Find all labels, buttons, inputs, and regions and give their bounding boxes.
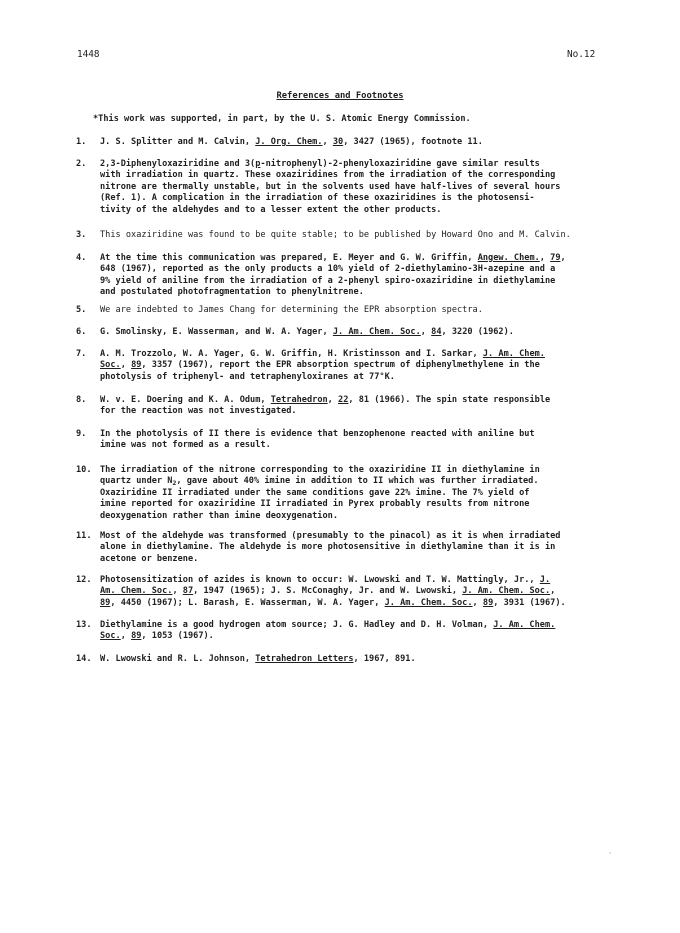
text-run: , <box>327 395 339 405</box>
reference-line <box>100 264 620 275</box>
reference-number: 12. <box>76 575 92 585</box>
text-run: Most of the aldehyde was transformed (presumably to the pinacol) as it is when irradiated <box>100 531 561 541</box>
text-run: , 4450 (1967); L. Barash, E. Wasserman, W. A. Yager, <box>110 597 385 608</box>
reference-number: 3. <box>76 230 87 240</box>
text-run: W. v. E. Doering and K. A. Odum, <box>100 395 271 405</box>
reference-text <box>100 395 620 418</box>
text-run: (Ref. 1). A complication in the irradiation of these oxaziridines is the photosensi- <box>100 193 535 204</box>
reference-number: 9. <box>76 429 87 439</box>
reference-line <box>100 476 620 487</box>
reference-line <box>100 499 620 510</box>
text-run: , 1947 (1965); J. S. McConaghy, Jr. and W. Lwowski, <box>193 586 463 597</box>
text-run: 648 (1967), reported as the only products a 10% yield of 2-diethylamino-3H-azepine and a <box>100 264 556 275</box>
reference-line <box>100 586 620 597</box>
reference-line <box>100 327 620 338</box>
text-run: -nitrophenyl)-2-phenyloxaziridine gave similar results <box>260 159 540 169</box>
text-run: for the reaction was not investigated. <box>100 406 297 417</box>
reference-number: 1. <box>76 137 87 147</box>
reference-line <box>100 488 620 499</box>
citation-underline: Tetrahedron Letters <box>255 654 354 664</box>
text-run: A. M. Trozzolo, W. A. Yager, G. W. Griffin, H. Kristinsson and I. Sarkar, <box>100 349 483 359</box>
reference-number: 8. <box>76 395 87 405</box>
text-run: , 3220 (1962). <box>441 327 514 337</box>
text-run: Diethylamine is a good hydrogen atom source; J. G. Hadley and D. H. Volman, <box>100 620 494 630</box>
reference-number: 10. <box>76 465 92 475</box>
text-run: , 1053 (1967). <box>141 631 214 642</box>
citation-underline: 89 <box>100 597 111 608</box>
reference-text <box>100 575 620 609</box>
text-run: 9% yield of aniline from the irradiation of a 2-phenyl spiro-oxaziridine in diethylamine <box>100 275 556 286</box>
reference-line <box>100 372 620 383</box>
text-run: , <box>539 253 551 263</box>
reference-line <box>100 205 620 216</box>
text-run: and postulated photofragmentation to phenylnitrene. <box>100 287 364 298</box>
citation-underline: J. Am. Chem. Soc. <box>462 586 551 597</box>
reference-line <box>100 554 620 565</box>
reference-number: 11. <box>76 531 92 541</box>
citation-underline: Angew. Chem. <box>477 253 540 263</box>
text-run: with irradiation in quartz. These oxaziridines from the irradiation of the corresponding <box>100 170 556 181</box>
text-run: , <box>120 631 132 642</box>
reference-line <box>100 575 620 586</box>
citation-underline: J. Am. Chem. <box>493 620 556 630</box>
text-run: , 81 (1966). The spin state responsible <box>348 395 551 405</box>
text-run: , 1967, 891. <box>353 654 416 664</box>
text-run: , 3427 (1965), footnote 11. <box>343 137 483 147</box>
text-run: J. S. Splitter and M. Calvin, <box>100 137 256 147</box>
text-run: 2,3-Diphenyloxaziridine and 3( <box>100 159 256 169</box>
reference-text <box>100 531 620 565</box>
citation-underline: 89 <box>482 597 494 608</box>
citation-underline: J. <box>539 575 551 585</box>
citation-underline: 79 <box>550 253 561 263</box>
citation-underline: p <box>255 159 261 169</box>
text-run: , 3931 (1967). <box>493 597 566 608</box>
text-run: , <box>550 586 556 597</box>
citation-underline: Tetrahedron <box>270 395 328 405</box>
text-run: Photosensitization of azides is known to occur: W. Lwowski and T. W. Mattingly, Jr., <box>100 575 540 585</box>
reference-line <box>100 305 620 316</box>
text-run: imine reported for oxaziridine II irradiated in Pyrex probably results from nitrone <box>100 499 530 510</box>
citation-underline: Am. Chem. Soc. <box>100 586 173 597</box>
reference-line <box>100 531 620 542</box>
text-run: W. Lwowski and R. L. Johnson, <box>100 654 256 664</box>
reference-line <box>100 395 620 406</box>
text-run: , <box>322 137 333 147</box>
reference-line <box>100 182 620 193</box>
text-run: quartz under N <box>100 476 173 487</box>
text-run: G. Smolinsky, E. Wasserman, and W. A. Yager, <box>100 327 333 337</box>
reference-text <box>100 465 620 522</box>
reference-text <box>100 620 620 643</box>
reference-text <box>100 159 620 216</box>
citation-underline: 84 <box>431 327 442 337</box>
reference-line <box>100 193 620 204</box>
citation-underline: 30 <box>332 137 344 147</box>
text-run: We are indebted to James Chang for determining the EPR absorption spectra. <box>100 305 483 315</box>
reference-line <box>100 287 620 298</box>
reference-text <box>100 327 620 338</box>
citation-underline: 89 <box>131 631 142 642</box>
text-run: The irradiation of the nitrone corresponding to the oxaziridine II in diethylamine in <box>100 465 540 475</box>
text-run: acetone or benzene. <box>100 553 199 564</box>
citation-underline: J. Am. Chem. Soc. <box>332 327 421 337</box>
reference-number: 6. <box>76 327 87 337</box>
reference-number: 7. <box>76 349 87 359</box>
page-number: 1448 <box>77 49 100 60</box>
section-heading: References and Footnotes <box>276 91 404 101</box>
reference-line <box>100 440 620 451</box>
reference-number: 13. <box>76 620 92 630</box>
reference-line <box>100 253 620 264</box>
reference-text <box>100 429 620 452</box>
text-run: This oxaziridine was found to be quite stable; to be published by Howard Ono and M. Calvin. <box>100 230 571 240</box>
reference-line <box>100 429 620 440</box>
citation-underline: J. Am. Chem. Soc. <box>384 597 473 608</box>
citation-underline: Soc. <box>100 360 121 371</box>
reference-line <box>100 542 620 553</box>
reference-line <box>100 406 620 417</box>
text-run: , 3357 (1967), report the EPR absorption spectrum of diphenylmethylene in the <box>141 360 540 371</box>
reference-line <box>100 276 620 287</box>
text-run: , <box>420 327 432 337</box>
reference-text <box>100 654 620 665</box>
issue-number: No.12 <box>567 49 596 60</box>
reference-number: 4. <box>76 253 87 263</box>
reference-text <box>100 253 620 299</box>
reference-number: 14. <box>76 654 92 664</box>
reference-text <box>100 137 620 148</box>
text-run: photolysis of triphenyl- and tetraphenyloxiranes at 77°K. <box>100 371 395 382</box>
reference-line <box>100 230 620 241</box>
reference-number: 5. <box>76 305 87 315</box>
text-run: nitrone are thermally unstable, but in the solvents used have half-lives of several hours <box>100 181 561 192</box>
reference-text <box>100 305 620 316</box>
text-run: Oxaziridine II irradiated under the same conditions gave 22% imine. The 7% yield of <box>100 487 530 498</box>
funding-footnote: *This work was supported, in part, by the U. S. Atomic Energy Commission. <box>93 114 471 124</box>
reference-line <box>100 360 620 371</box>
text-run: deoxygenation rather than imine deoxygenation. <box>100 510 338 521</box>
text-run: In the photolysis of II there is evidence that benzophenone reacted with aniline but <box>100 429 535 439</box>
citation-underline: 89 <box>131 360 142 371</box>
reference-line <box>100 654 620 665</box>
reference-line <box>100 349 620 360</box>
text-run: , <box>120 360 132 371</box>
reference-line <box>100 137 620 148</box>
reference-text <box>100 230 620 241</box>
citation-underline: J. Org. Chem. <box>255 137 323 147</box>
reference-line <box>100 511 620 522</box>
scan-speck <box>609 852 611 854</box>
reference-line <box>100 598 620 609</box>
reference-line <box>100 620 620 631</box>
text-run: , <box>172 586 183 597</box>
text-run: alone in diethylamine. The aldehyde is more photosensitive in diethylamine than it is in <box>100 542 556 553</box>
reference-line <box>100 170 620 181</box>
reference-line <box>100 159 620 170</box>
text-run: , <box>560 253 566 263</box>
reference-line <box>100 631 620 642</box>
text-run: At the time this communication was prepared, E. Meyer and G. W. Griffin, <box>100 253 478 263</box>
subscript: 2 <box>172 479 177 488</box>
citation-underline: Soc. <box>100 631 121 642</box>
citation-underline: J. Am. Chem. <box>482 349 545 359</box>
reference-line <box>100 465 620 476</box>
reference-number: 2. <box>76 159 87 169</box>
text-run: imine was not formed as a result. <box>100 440 271 451</box>
reference-text <box>100 349 620 383</box>
citation-underline: 22 <box>338 395 349 405</box>
text-run: , <box>472 597 483 608</box>
citation-underline: 87 <box>182 586 194 597</box>
text-run: tivity of the aldehydes and to a lesser extent the other products. <box>100 204 442 215</box>
text-run: , gave about 40% imine in addition to II which was further irradiated. <box>176 476 539 487</box>
